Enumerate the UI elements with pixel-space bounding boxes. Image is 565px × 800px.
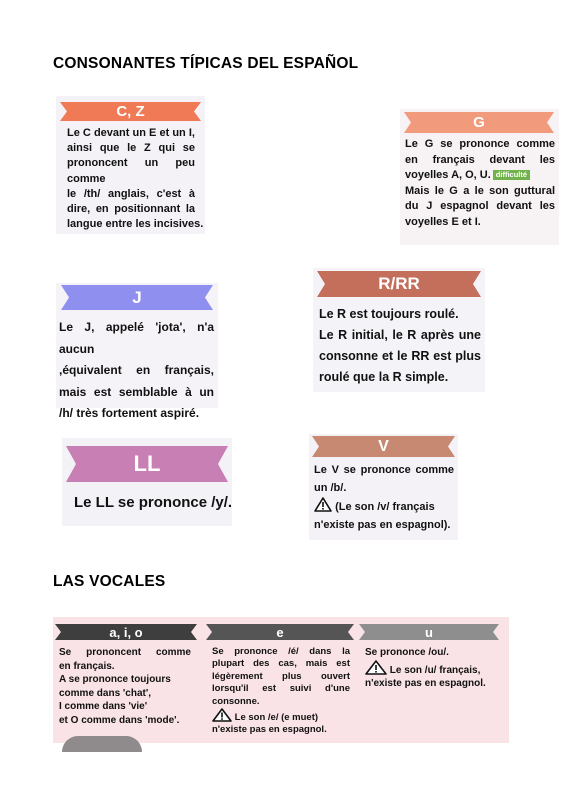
vowel-text: Se prononce /ou/. Le son /u/ français, n'existe pas en espagnol. xyxy=(365,647,486,690)
card-label: G xyxy=(473,114,485,131)
card-label: V xyxy=(378,437,389,455)
vowel-label: u xyxy=(425,624,433,640)
vowel-label: a, i, o xyxy=(109,624,143,640)
card-text: Le LL se prononce /y/. xyxy=(74,494,233,511)
heading-vowels: LAS VOCALES xyxy=(53,573,166,590)
card-text: Le R est toujours roulé. Le R initial, le R après une consonne et le RR est plus roulé que la R simple. xyxy=(319,307,481,384)
card-label: J xyxy=(132,287,142,307)
card-label: R/RR xyxy=(378,274,420,293)
card-j xyxy=(56,283,218,420)
vowel-label: e xyxy=(276,624,284,640)
warning-triangle-icon xyxy=(314,497,332,512)
card-cz xyxy=(56,96,205,234)
warning-triangle-icon xyxy=(212,708,232,722)
card-label: LL xyxy=(133,451,161,476)
vowel-column-aio xyxy=(53,617,203,743)
vowels-panel xyxy=(53,617,509,743)
card-rr xyxy=(313,268,485,392)
card-label: C, Z xyxy=(116,103,145,120)
card-text: Le J, appelé 'jota', n'a aucun ,équivalent en français, mais est semblable à un /h/ très fortement aspiré. xyxy=(59,320,214,420)
card-v xyxy=(309,434,458,540)
decorative-shape xyxy=(62,736,142,752)
card-text: Le G se prononce comme en français devant les voyelles A, O, U. difficulté Mais le G a le son guttural du J espagnol devant les voyelles E et I. xyxy=(405,138,555,228)
vowel-column-e xyxy=(206,617,358,743)
vowel-text: Se prononcent comme en français. A se prononce toujours comme dans 'chat', I comme dans 'vie' et O comme dans 'mode'. xyxy=(59,647,191,726)
heading-consonants: CONSONANTES TÍPICAS DEL ESPAÑOL xyxy=(53,55,359,72)
card-g xyxy=(400,109,559,245)
vowel-text: Se prononce /é/ dans la plupart des cas, mais est légèrement plus ouvert lorsqu'il est suivi d'une consonne. Le son /e/ (e muet) n'existe pas en espagnol. xyxy=(212,646,350,736)
warning-triangle-icon xyxy=(365,660,387,675)
vowel-column-u xyxy=(359,617,509,743)
card-text: Le V se prononce comme un /b/. (Le son /v/ français n'existe pas en espagnol). xyxy=(314,464,454,531)
card-text: Le C devant un E et un I, ainsi que le Z qui se prononcent un peu comme le /th/ anglais, c'est à dire, en positionnant la langue entre les incisives. xyxy=(67,127,204,231)
difficulty-badge: difficulté xyxy=(493,170,530,180)
card-ll xyxy=(62,438,232,526)
